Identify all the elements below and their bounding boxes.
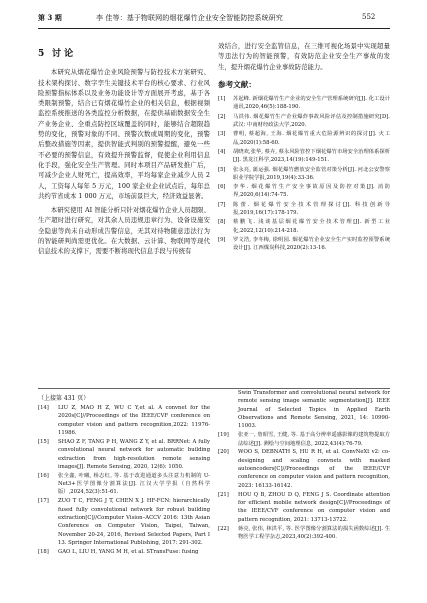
reference-item bbox=[218, 166, 390, 183]
reference-number: [19] bbox=[218, 432, 229, 439]
reference-item bbox=[218, 95, 390, 112]
left-column bbox=[38, 49, 210, 261]
continued-reference-list-left bbox=[38, 404, 210, 557]
reference-item bbox=[218, 525, 390, 542]
reference-item bbox=[218, 130, 390, 147]
reference-item bbox=[218, 201, 390, 218]
reference-text: 张全鑫, 叶曦, 杨志红, 等. 基于改进通道多头注意力机制的 U-Net3+医学图像分割算法[J]. 江汉大学学报（自然科学版）,2024,52(3):51-61. bbox=[58, 472, 210, 496]
reference-number: [1] bbox=[218, 96, 226, 103]
reference-number: [16] bbox=[38, 472, 49, 479]
reference-number: [21] bbox=[218, 491, 229, 498]
reference-item bbox=[218, 431, 390, 448]
reference-item bbox=[218, 389, 390, 431]
reference-number: [9] bbox=[218, 236, 226, 243]
reference-item bbox=[38, 472, 210, 497]
reference-number: [5] bbox=[218, 166, 226, 173]
reference-text: LIU Z, MAO H Z, WU C Y,et al. A convnet for the 2020s[C]//Proceedings of the IEEE/CVF conference on computer vision and pattern recognition,2022: 11976-11986. bbox=[58, 405, 210, 437]
page-number: 552 bbox=[362, 13, 376, 21]
reference-item bbox=[218, 113, 390, 130]
section-number: 5 bbox=[38, 49, 45, 59]
reference-list bbox=[218, 95, 390, 252]
reference-number: [6] bbox=[218, 184, 226, 191]
reference-text: 胡晓欢,张华, 蔡卉, 蔡永风险管控下烟花爆竹市场安全治理体系探析[J]. 黑龙江科学,2023,14(19):149-151. bbox=[233, 148, 390, 164]
reference-text: 陈蕾. 烟花爆竹安全技术管理探讨[J]. 科技创新导报,2019,16(17):178-179. bbox=[233, 201, 390, 217]
reference-text: 罗文浩, 李冬梅, 徐明园. 烟花爆竹企业安全生产实时监控预警系统设计[J]. 江西煤炭科技,2020(2):13-16. bbox=[233, 236, 390, 252]
reference-text: 蒋亮, 张伟, 林洪平, 等. 医学图像分割算法的损失函数综述[J]. 生物医学工程学杂志,2023,40(2):392-400. bbox=[238, 525, 390, 540]
reference-text: 张永亮, 蒲运强. 烟花爆竹燃放安全监管对策分析[J]. 河北公安警察职业学院学报,2019,19(4):33-36. bbox=[233, 166, 390, 181]
reference-number: [15] bbox=[38, 438, 49, 445]
running-header bbox=[0, 0, 427, 38]
section-title: 讨 论 bbox=[52, 49, 74, 59]
reference-item bbox=[218, 236, 390, 253]
reference-item bbox=[38, 404, 210, 437]
reference-number: [7] bbox=[218, 201, 226, 208]
reference-number: [8] bbox=[218, 219, 226, 226]
reference-item bbox=[218, 183, 390, 200]
reference-text: GAO L, LIU H, YANG M H, et al. STransFuse: fusing bbox=[58, 548, 199, 555]
reference-number: [22] bbox=[218, 525, 229, 532]
reference-number: [3] bbox=[218, 131, 226, 138]
reference-text: HOU Q B, ZHOU D Q, FENG J S. Coordinate attention for efficient mobile network design[C]//Proceedings of the IEEE/CVF conference on computer vision and pattern recognition, 2021: 13713-13722. bbox=[238, 491, 390, 523]
reference-text: 张亚一, 詹昭雪, 王健, 等. 基于高分辨率遥感影像的建筑物提取方法综述[J]. 测绘与空间地理信息, 2022,43(4):76-79. bbox=[238, 432, 390, 447]
running-title: 李 佳等：基于物联网的烟花爆竹企业安全智能防控系统研究 bbox=[96, 14, 283, 22]
header-divider bbox=[38, 28, 390, 29]
continued-from-label: （上接第 431 页） bbox=[38, 395, 90, 402]
reference-text: 李华. 烟花爆竹生产安全事故原因及防控对策[J]. 消防界,2020,6(14):74-75. bbox=[233, 184, 390, 199]
right-column bbox=[218, 41, 390, 254]
reference-number: [4] bbox=[218, 148, 226, 155]
reference-text: ZUO T C, FENG J T, CHEN X J. HF-FCN: hierarchically fused fully convolutional network for robust building extraction[C]//Computer Vision–ACCV 2016: 13th Asian Conference on Computer Vision, Taipei, Taiwan, November 20-24, 2016, Revised Selected Papers, Part I 13. Springer International Publishing, 2017: 291-302. bbox=[58, 498, 210, 546]
reference-item bbox=[38, 497, 210, 547]
reference-text: WOO S, DEBNATH S, HU R H, et al. ConvNeXt v2: co-designing and scaling convnets with masked autoencoders[C]//Proceedings of the IEEE/CVF conference on computer vision and pattern recognition, 2023: 16133-16142. bbox=[238, 449, 390, 489]
reference-number: [18] bbox=[38, 548, 49, 555]
body-paragraph-continuation: 效结合，进行安全监管信息，在三维可视化场景中实现超量等违法行为的智能预警，有效防范企业安全生产事故的发生，提升烟花爆竹企业事故防范能力。 bbox=[218, 42, 390, 71]
reference-item bbox=[218, 148, 390, 165]
references-heading: 参考文献： bbox=[218, 79, 256, 89]
reference-number: [17] bbox=[38, 498, 49, 505]
continued-reference-list-right bbox=[218, 389, 390, 542]
reference-text: Swin Transformer and convolutional neural network for remote sensing image semantic segmentation[J]. IEEE Journal of Selected Topics in Applied Earth Observations and Remote Sensing, 2021, 14: 10990-11003. bbox=[238, 390, 390, 430]
reference-number: [14] bbox=[38, 405, 49, 411]
issue-label: 第 3 期 bbox=[38, 13, 62, 22]
reference-number: [2] bbox=[218, 113, 226, 120]
body-paragraph: 本研究从烟花爆竹企业风险预警与防控技术方案研究、技术架构探讨、数字孪生关键技术平台的核心要求、行业风险预警指标体系以及业务功能设计等方面展开考虑，基于各类限制预警，结合已有烟花爆竹企业的相关信息，根据视频监控系统推送的各类监控分析数据，在提供基础数据安全生产业务企业、全重点防控区域覆盖的同时，能够结合超限趋势的变化，预警对象的不同、预警次数或周期的变化，预警后整改措施等因素，提供智能式判别的预警提醒，避免一些不必要的预警信息，有效提升预警监督，促使企业利用信息化手段，强化安全生产管理。同时本项目产品研发推广后，可减少企业人财死亡，提高效率，平均每家企业减少人员 2 人，工资每人每年 5 万元，100 家企业企业试点后，每年总共约节省成本 1 000 万元，市场前景巨大，经济效益显著。 bbox=[38, 68, 210, 200]
body-paragraph: 本研究使用 AI 智能分析只针对烟花爆竹企业人员超限、生产超时进行研究，对其余人员违规违章行为、设备设施安全隐患等尚未自动形成告警信息，无其对待物随意违法行为的智能研判尚需更优化。在大数据、云计算、物联网等现代信息技术的支撑下，需要不断将现代信息手段与传统有 bbox=[38, 206, 210, 256]
reference-text: 马洪伟. 烟花爆竹生产企业爆炸事故风险评估及控制措施研究[D]. 武汉: 中南财经政法大学,2020. bbox=[233, 113, 390, 129]
reference-item bbox=[38, 438, 210, 471]
reference-item bbox=[38, 548, 210, 556]
reference-text: 蔡鹏飞. 浅谈基层烟花爆竹安全技术管理[J]. 新型工业化,2022,12(10):214-218. bbox=[233, 219, 390, 234]
reference-item bbox=[218, 218, 390, 235]
reference-text: SHAO Z F, TANG P H, WANG Z Y, et al. BRRNet: A fully convolutional neural network for automatic building extraction from high-resolution remote sensing images[J]. Remote Sensing, 2020, 12(6): 1050. bbox=[58, 438, 210, 470]
reference-text: 曹明, 蔡超海, 王海. 烟花爆竹重大危险源辨识的探讨[J]. 火工品,2020(1):58-60. bbox=[233, 131, 390, 146]
section-heading bbox=[38, 49, 210, 59]
reference-number: [20] bbox=[218, 449, 229, 456]
reference-item bbox=[218, 448, 390, 490]
reference-item bbox=[218, 491, 390, 524]
reference-text: 苏起峰. 新烟花爆竹生产企业的安全生产管理系统研究[J]. 化工设计通讯,2020,46(5):188-190. bbox=[233, 96, 390, 111]
